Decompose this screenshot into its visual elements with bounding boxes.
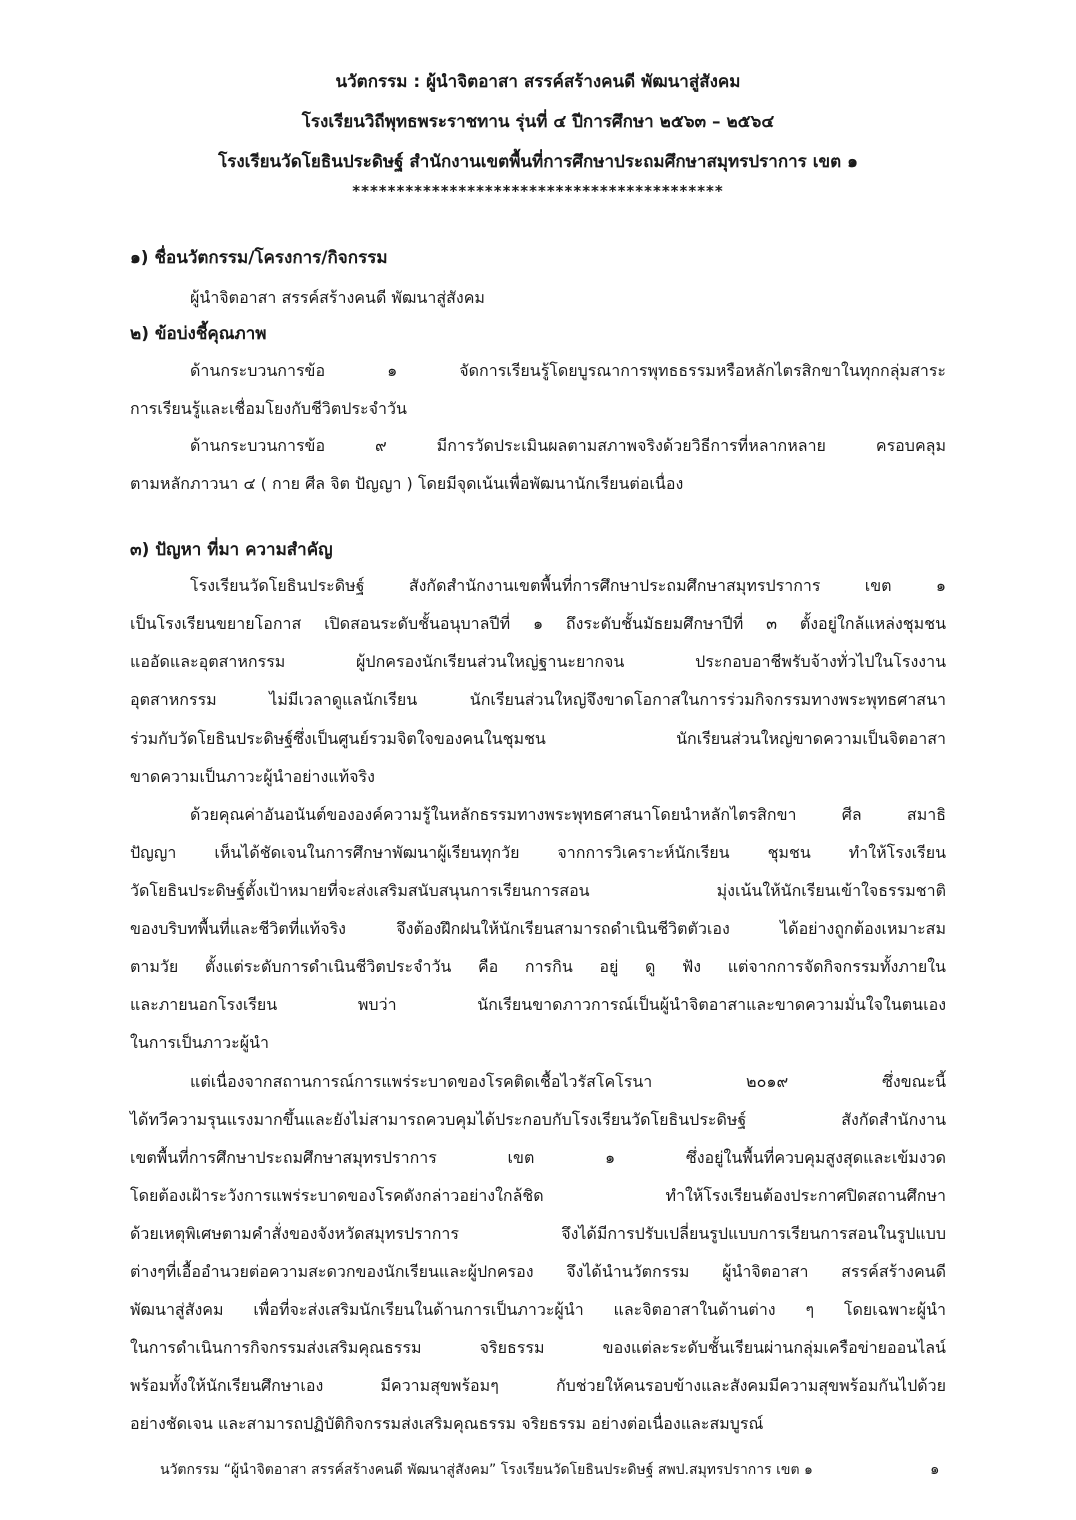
section2-paragraph-line: ตามหลักภาวนา ๔ ( กาย ศีล จิต ปัญญา ) โดยมีจุดเน้นเพื่อพัฒนานักเรียนต่อเนื่อง xyxy=(130,474,684,493)
school-name: โรงเรียนวัดโยธินประดิษฐ์ สำนักงานเขตพื้นที่การศึกษาประถมศึกษาสมุทรปราการ เขต ๑ xyxy=(218,152,858,172)
page-number: ๑ xyxy=(930,1460,940,1478)
section3-paragraph-line: ของบริบทพื้นที่และชีวิตที่แท้จริง จึงต้องฝึกฝนให้นักเรียนสามารถดำเนินชีวิตตัวเอง ได้อย่างถูกต้องเหมาะสม xyxy=(130,919,946,938)
section3-heading: ๓) ปัญหา ที่มา ความสำคัญ xyxy=(130,540,333,560)
section3-paragraph-line: และภายนอกโรงเรียน พบว่า นักเรียนขาดภาวการณ์เป็นผู้นำจิตอาสาและขาดความมั่นใจในตนเอง xyxy=(130,995,946,1014)
document-title: นวัตกรรม : ผู้นำจิตอาสา สรรค์สร้างคนดี พัฒนาสู่สังคม xyxy=(335,72,741,92)
section3-paragraph-line: ปัญญา เห็นได้ชัดเจนในการศึกษาพัฒนาผู้เรียนทุกวัย จากการวิเคราะห์นักเรียน ชุมชน ทำให้โรงเรียน xyxy=(130,843,946,862)
section3-paragraph-line: ได้ทวีความรุนแรงมากขึ้นและยังไม่สามารถควบคุมได้ประกอบกับโรงเรียนวัดโยธินประดิษฐ์ สังกัดสำนักงาน xyxy=(130,1110,946,1129)
section2-paragraph-line: ด้านกระบวนการข้อ ๙ มีการวัดประเมินผลตามสภาพจริงด้วยวิธีการที่หลากหลาย ครอบคลุม xyxy=(190,436,946,455)
section1-heading: ๑) ชื่อนวัตกรรม/โครงการ/กิจกรรม xyxy=(130,248,388,268)
section3-paragraph-line: แออัดและอุตสาหกรรม ผู้ปกครองนักเรียนส่วนใหญ่ฐานะยากจน ประกอบอาชีพรับจ้างทั่วไปในโรงงาน xyxy=(130,652,946,671)
section3-paragraph-line: ด้วยเหตุพิเศษตามคำสั่งของจังหวัดสมุทรปราการ จึงได้มีการปรับเปลี่ยนรูปแบบการเรียนการสอนในรูปแบบ xyxy=(130,1224,946,1243)
section3-paragraph-line: ขาดความเป็นภาวะผู้นำอย่างแท้จริง xyxy=(130,767,375,786)
section3-paragraph-line: อย่างชัดเจน และสามารถปฏิบัติกิจกรรมส่งเสริมคุณธรรม จริยธรรม อย่างต่อเนื่องและสมบูรณ์ xyxy=(130,1414,764,1433)
section3-paragraph-line: แต่เนื่องจากสถานการณ์การแพร่ระบาดของโรคติดเชื้อไวรัสโคโรนา ๒๐๑๙ ซึ่งขณะนี้ xyxy=(190,1072,946,1091)
page-footer: นวัตกรรม “ผู้นำจิตอาสา สรรค์สร้างคนดี พัฒนาสู่สังคม” โรงเรียนวัดโยธินประดิษฐ์ สพป.สมุทรปราการ เขต ๑ xyxy=(160,1462,813,1478)
section3-paragraph-line: โดยต้องเฝ้าระวังการแพร่ระบาดของโรคดังกล่าวอย่างใกล้ชิด ทำให้โรงเรียนต้องประกาศปิดสถานศึกษา xyxy=(130,1186,946,1205)
section3-paragraph-line: โรงเรียนวัดโยธินประดิษฐ์ สังกัดสำนักงานเขตพื้นที่การศึกษาประถมศึกษาสมุทรปราการ เขต ๑ xyxy=(190,576,946,595)
section3-paragraph-line: ในการเป็นภาวะผู้นำ xyxy=(130,1033,269,1052)
section3-paragraph-line: วัดโยธินประดิษฐ์ตั้งเป้าหมายที่จะส่งเสริมสนับสนุนการเรียนการสอน มุ่งเน้นให้นักเรียนเข้าใจธรรมชาติ xyxy=(130,881,946,900)
section3-paragraph-line: ด้วยคุณค่าอันอนันต์ขององค์ความรู้ในหลักธรรมทางพระพุทธศาสนาโดยนำหลักไตรสิกขา ศีล สมาธิ xyxy=(190,805,946,824)
document-subtitle: โรงเรียนวิถีพุทธพระราชทาน รุ่นที่ ๔ ปีการศึกษา ๒๕๖๓ – ๒๕๖๔ xyxy=(301,112,775,132)
section3-paragraph-line: เป็นโรงเรียนขยายโอกาส เปิดสอนระดับชั้นอนุบาลปีที่ ๑ ถึงระดับชั้นมัธยมศึกษาปีที่ ๓ ตั้งอยู่ใกล้แหล่งชุมชน xyxy=(130,614,947,633)
section3-paragraph-line: ร่วมกับวัดโยธินประดิษฐ์ซึ่งเป็นศูนย์รวมจิตใจของคนในชุมชน นักเรียนส่วนใหญ่ขาดความเป็นจิตอาสา xyxy=(130,729,946,748)
section3-paragraph-line: พร้อมทั้งให้นักเรียนศึกษาเอง มีความสุขพร้อมๆ กับช่วยให้คนรอบข้างและสังคมมีความสุขพร้อมกันไปด้วย xyxy=(130,1376,946,1395)
section1-text: ผู้นำจิตอาสา สรรค์สร้างคนดี พัฒนาสู่สังคม xyxy=(190,288,485,307)
section2-heading: ๒) ข้อบ่งชี้คุณภาพ xyxy=(130,324,267,344)
section3-paragraph-line: ตามวัย ตั้งแต่ระดับการดำเนินชีวิตประจำวัน คือ การกิน อยู่ ดู ฟัง แต่จากการจัดกิจกรรมทั้งภายใน xyxy=(130,957,946,976)
section3-paragraph-line: พัฒนาสู่สังคม เพื่อที่จะส่งเสริมนักเรียนในด้านการเป็นภาวะผู้นำ และจิตอาสาในด้านต่าง ๆ โดยเฉพาะผู้นำ xyxy=(130,1300,946,1319)
section3-paragraph-line: อุตสาหกรรม ไม่มีเวลาดูแลนักเรียน นักเรียนส่วนใหญ่จึงขาดโอกาสในการร่วมกิจกรรมทางพระพุทธศาสนา xyxy=(130,690,946,709)
section3-paragraph-line: ในการดำเนินการกิจกรรมส่งเสริมคุณธรรม จริยธรรม ของแต่ละระดับชั้นเรียนผ่านกลุ่มเครือข่ายออนไลน์ xyxy=(130,1338,946,1357)
section2-paragraph-line: การเรียนรู้และเชื่อมโยงกับชีวิตประจำวัน xyxy=(130,399,407,418)
section3-paragraph-line: ต่างๆที่เอื้ออำนวยต่อความสะดวกของนักเรียนและผู้ปกครอง จึงได้นำนวัตกรรม ผู้นำจิตอาสา สรรค์สร้างคนดี xyxy=(130,1262,946,1281)
star-divider: ****************************************** xyxy=(352,182,724,200)
section2-paragraph-line: ด้านกระบวนการข้อ ๑ จัดการเรียนรู้โดยบูรณาการพุทธธรรมหรือหลักไตรสิกขาในทุกกลุ่มสาระ xyxy=(190,361,946,380)
section3-paragraph-line: เขตพื้นที่การศึกษาประถมศึกษาสมุทรปราการ เขต ๑ ซึ่งอยู่ในพื้นที่ควบคุมสูงสุดและเข้มงวด xyxy=(130,1148,946,1167)
